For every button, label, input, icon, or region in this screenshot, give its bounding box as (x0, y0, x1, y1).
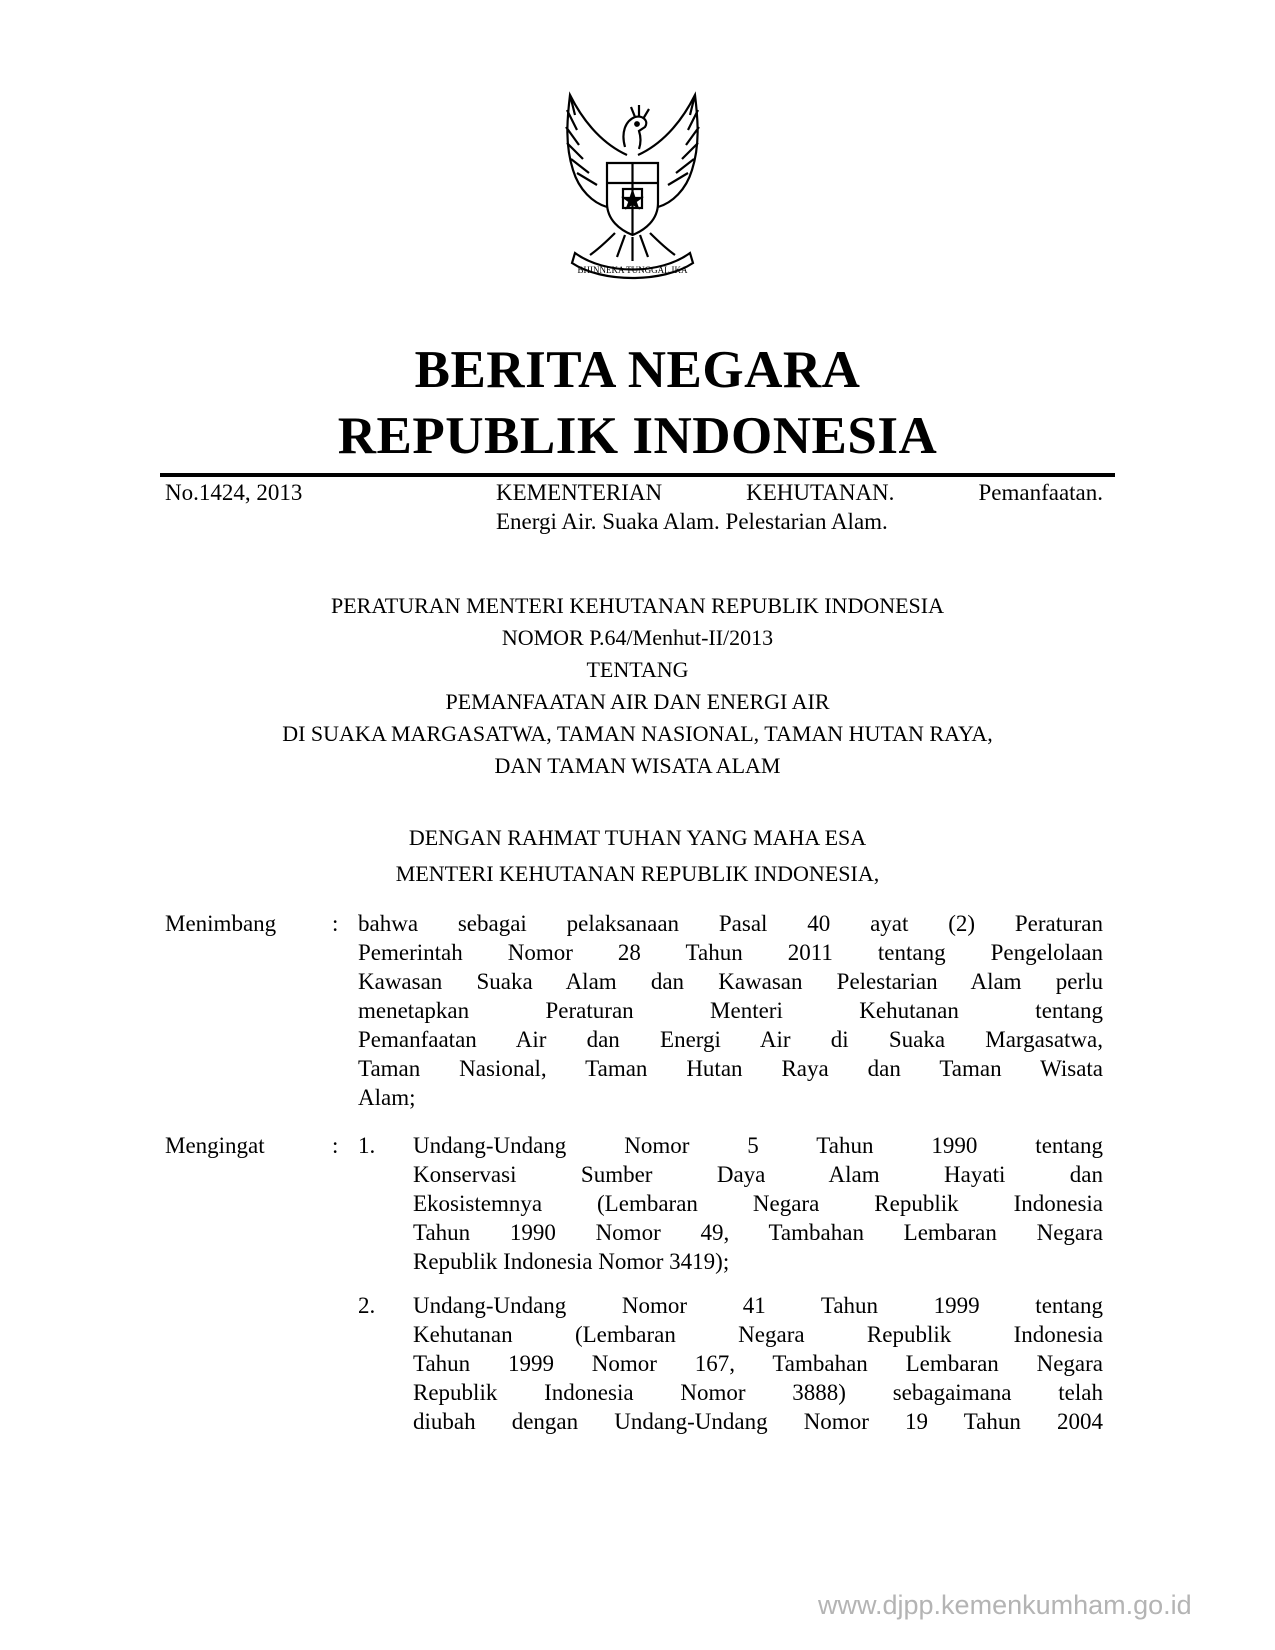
menimbang-colon: : (332, 911, 339, 936)
masthead-divider (160, 473, 1115, 477)
gazette-subject-line2: Energi Air. Suaka Alam. Pelestarian Alam. (496, 509, 888, 534)
regulation-title: PERATURAN MENTERI KEHUTANAN REPUBLIK INDONESIA (331, 593, 944, 618)
gazette-number: No.1424, 2013 (165, 480, 303, 505)
menimbang-line: Kawasan Suaka Alam dan Kawasan Pelestarian Alam perlu (358, 969, 1103, 994)
menimbang-line: Pemanfaatan Air dan Energi Air di Suaka Margasatwa, (358, 1027, 1103, 1052)
mengingat-line: Tahun 1990 Nomor 49, Tambahan Lembaran Negara (413, 1220, 1103, 1245)
mengingat-line: Kehutanan (Lembaran Negara Republik Indonesia (413, 1322, 1103, 1347)
menimbang-line: menetapkan Peraturan Menteri Kehutanan tentang (358, 998, 1103, 1023)
regulation-heading (160, 590, 1115, 782)
mengingat-line: diubah dengan Undang-Undang Nomor 19 Tahun 2004 (413, 1409, 1103, 1434)
mengingat-line: Republik Indonesia Nomor 3419); (413, 1249, 730, 1274)
mengingat-line: Tahun 1999 Nomor 167, Tambahan Lembaran Negara (413, 1351, 1103, 1376)
gazette-title-line2: REPUBLIK INDONESIA (337, 407, 938, 465)
mengingat-item-number: 2. (358, 1293, 376, 1318)
menimbang-text (358, 909, 1103, 1112)
opening-line2: MENTERI KEHUTANAN REPUBLIK INDONESIA, (395, 861, 880, 886)
mengingat-line: Undang-Undang Nomor 5 Tahun 1990 tentang (413, 1133, 1103, 1158)
regulation-subject-line1: PEMANFAATAN AIR DAN ENERGI AIR (445, 689, 830, 714)
mengingat-line: Undang-Undang Nomor 41 Tahun 1999 tentang (413, 1293, 1103, 1318)
gazette-subject-line1: KEMENTERIAN KEHUTANAN. Pemanfaatan. (496, 480, 1103, 505)
menimbang-line: bahwa sebagai pelaksanaan Pasal 40 ayat (2) Peraturan (358, 911, 1103, 936)
source-watermark: www.djpp.kemenkumham.go.id (818, 1590, 1192, 1620)
mengingat-line: Ekosistemnya (Lembaran Negara Republik Indonesia (413, 1191, 1103, 1216)
regulation-number: NOMOR P.64/Menhut-II/2013 (501, 625, 774, 650)
menimbang-line: Pemerintah Nomor 28 Tahun 2011 tentang Pengelolaan (358, 940, 1103, 965)
mengingat-item-2 (413, 1291, 1103, 1436)
mengingat-line: Konservasi Sumber Daya Alam Hayati dan (413, 1162, 1103, 1187)
mengingat-colon: : (332, 1133, 339, 1158)
emblem-motto: BHINNEKA TUNGGAL IKA (577, 265, 688, 275)
gazette-subject (496, 478, 1103, 536)
menimbang-label: Menimbang (165, 911, 277, 936)
regulation-about: TENTANG (586, 657, 689, 682)
opening-line1: DENGAN RAHMAT TUHAN YANG MAHA ESA (408, 825, 867, 850)
regulation-subject-line3: DAN TAMAN WISATA ALAM (494, 753, 781, 778)
mengingat-item-number: 1. (358, 1133, 376, 1158)
garuda-emblem-icon (545, 85, 720, 285)
opening-formula (160, 820, 1115, 892)
menimbang-line: Taman Nasional, Taman Hutan Raya dan Taman Wisata (358, 1056, 1103, 1081)
gazette-title-line1: BERITA NEGARA (414, 341, 861, 399)
menimbang-line: Alam; (358, 1085, 416, 1110)
regulation-subject-line2: DI SUAKA MARGASATWA, TAMAN NASIONAL, TAMAN HUTAN RAYA, (282, 721, 993, 746)
mengingat-item-1 (413, 1131, 1103, 1276)
mengingat-line: Republik Indonesia Nomor 3888) sebagaimana telah (413, 1380, 1103, 1405)
mengingat-label: Mengingat (165, 1133, 265, 1158)
